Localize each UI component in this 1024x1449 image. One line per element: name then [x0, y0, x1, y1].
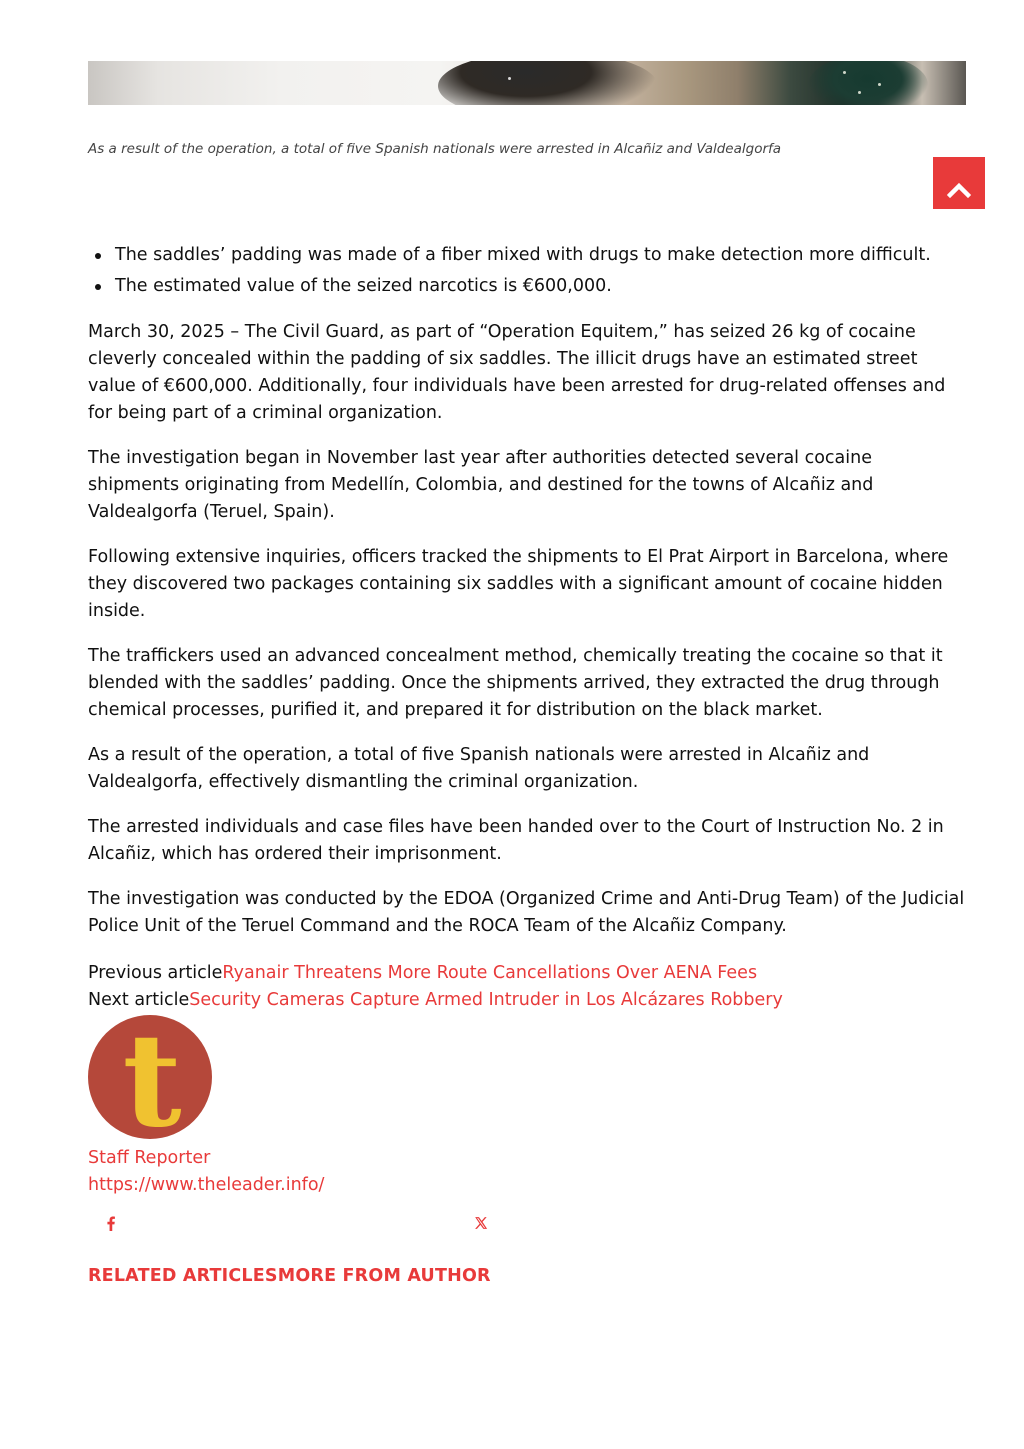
highlights-list	[88, 240, 978, 302]
article-paragraph: As a result of the operation, a total of five Spanish nationals were arrested in Alcañiz and Valdealgorfa, effectively dismantling the criminal organization.	[88, 745, 870, 792]
chevron-up-icon	[947, 180, 971, 200]
related-tabs	[88, 1266, 491, 1286]
photo-detail	[808, 61, 928, 105]
article-paragraph: The investigation began in November last year after authorities detected several cocaine shipments originating from Medellín, Colombia, and destined for the towns of Alcañiz and Valdealgorfa (Teruel, Spain).	[88, 448, 874, 522]
photo-detail	[843, 71, 846, 74]
article-paragraph: Following extensive inquiries, officers tracked the shipments to El Prat Airport in Barcelona, where they discovered two packages containing six saddles with a significant amount of cocaine hidden inside.	[88, 547, 949, 621]
list-item: The saddles’ padding was made of a fiber mixed with drugs to make detection more difficult.	[88, 240, 978, 271]
author-name-link[interactable]: Staff Reporter	[88, 1148, 211, 1168]
image-caption: As a result of the operation, a total of five Spanish nationals were arrested in Alcañiz and Valdealgorfa	[88, 141, 782, 157]
photo-detail	[438, 61, 658, 105]
previous-article-row	[88, 960, 968, 987]
photo-detail	[878, 83, 881, 86]
list-item: The estimated value of the seized narcotics is €600,000.	[88, 271, 978, 302]
article-body	[88, 319, 968, 958]
facebook-icon	[106, 1216, 116, 1231]
article-paragraph: The arrested individuals and case files have been handed over to the Court of Instruction No. 2 in Alcañiz, which has ordered their imprisonment.	[88, 817, 944, 864]
photo-detail	[508, 77, 511, 80]
x-twitter-icon	[474, 1216, 488, 1230]
article-navigation	[88, 960, 968, 1014]
photo-detail	[858, 91, 861, 94]
article-photo	[88, 61, 966, 105]
avatar-letter: t	[122, 1015, 182, 1139]
back-to-top-button[interactable]	[933, 157, 985, 209]
article-paragraph: The investigation was conducted by the EDOA (Organized Crime and Anti-Drug Team) of the Judicial Police Unit of the Teruel Command and the ROCA Team of the Alcañiz Company.	[88, 889, 965, 936]
x-share-button[interactable]	[470, 1212, 492, 1234]
previous-article-label: Previous article	[88, 963, 223, 983]
article-paragraph: The traffickers used an advanced concealment method, chemically treating the cocaine so that it blended with the saddles’ padding. Once the shipments arrived, they extracted the drug through chemical processes, purified it, and prepared it for distribution on the black market.	[88, 646, 943, 720]
next-article-link[interactable]: Security Cameras Capture Armed Intruder in Los Alcázares Robbery	[189, 990, 783, 1010]
tab-more-from-author[interactable]: MORE FROM AUTHOR	[277, 1266, 491, 1286]
article-paragraph: March 30, 2025 – The Civil Guard, as part of “Operation Equitem,” has seized 26 kg of cocaine cleverly concealed within the padding of six saddles. The illicit drugs have an estimated street value of €600,000. Additionally, four individuals have been arrested for drug-related offenses and for being part of a criminal organization.	[88, 322, 946, 423]
author-website-link[interactable]: https://www.theleader.info/	[88, 1175, 325, 1195]
tab-related-articles[interactable]: RELATED ARTICLES	[88, 1266, 278, 1286]
facebook-share-button[interactable]	[100, 1212, 122, 1234]
previous-article-link[interactable]: Ryanair Threatens More Route Cancellations Over AENA Fees	[222, 963, 758, 983]
author-avatar[interactable]	[88, 1015, 212, 1139]
next-article-row	[88, 987, 968, 1014]
next-article-label: Next article	[88, 990, 190, 1010]
